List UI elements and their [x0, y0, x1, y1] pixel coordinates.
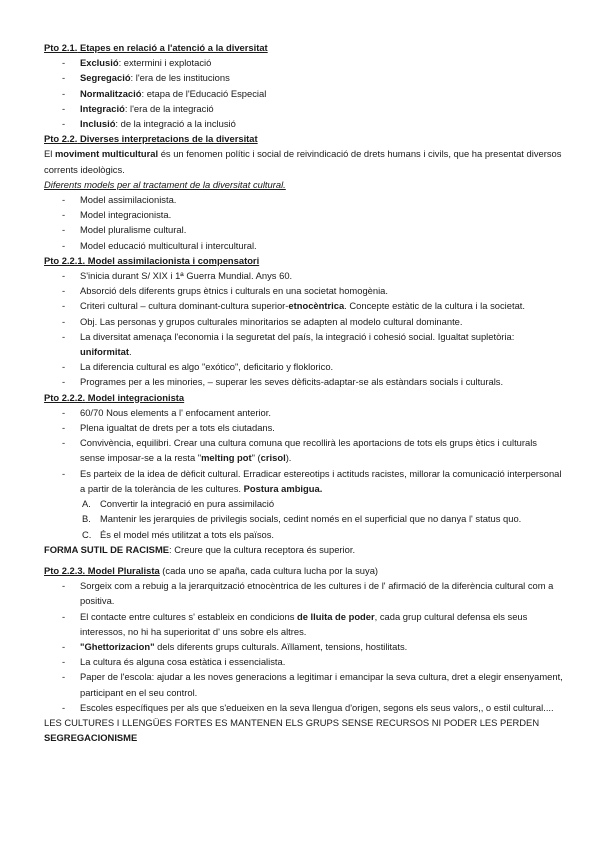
item-term: Segregació	[80, 72, 131, 84]
section-number: Pto 2.2.3.	[44, 564, 86, 576]
section-title-note: (cada uno se apaña, cada cultura lucha por la suya)	[159, 564, 379, 576]
text-run: La diversitat amenaça l'economia i la seguretat del país, la integració i cohesió social. Igualtat supletòria:	[80, 330, 515, 342]
text-run: " (	[251, 452, 261, 464]
caps-bold-statement: SEGREGACIONISME	[44, 732, 138, 744]
bold-run: etnocèntrica	[288, 300, 345, 312]
text-run: Convivència, equilibri. Crear una cultura comuna que recollirà les aportacions de tots els grups ètics i culturals sense imposar-se a la resta "	[80, 437, 537, 464]
text-run: .	[128, 346, 132, 358]
bold-run: Postura ambigua.	[243, 482, 323, 494]
bold-run: "Ghettorizacion"	[80, 640, 155, 652]
bold-run: crisol	[260, 452, 286, 464]
list-item: - Absorció dels diferents grups ètnics i culturals en una societat homogènia.	[44, 283, 564, 298]
racism-note	[44, 542, 564, 557]
list-item: - Programes per a les minories, – superar les seves dèficits-adaptar-se als estàndars socials i culturals.	[44, 374, 564, 389]
document-page	[44, 40, 564, 745]
text-run: Criteri cultural – cultura dominant-cultura superior-	[80, 300, 289, 312]
list-item	[44, 55, 564, 70]
list-marker: C.	[82, 528, 92, 540]
list-item	[44, 116, 564, 131]
section-title: Model integracionista	[85, 391, 185, 403]
bold-run: FORMA SUTIL DE RACISME	[44, 543, 170, 555]
intro-paragraph	[44, 146, 564, 176]
caps-statement: LES CULTURES I LLENGÜES FORTES ES MANTENEN ELS GRUPS SENSE RECURSOS NI PODER LES PERDEN	[44, 716, 540, 728]
text-run: dels diferents grups culturals. Aïllament, tensions, hostilitats.	[154, 640, 408, 652]
item-text: : extermini i explotació	[118, 57, 212, 69]
bold-run: uniformitat	[80, 346, 129, 358]
section-heading-2-2-3	[44, 563, 564, 578]
section-title: Model assimilacionista i compensatori	[85, 254, 260, 266]
item-text: Convertir la integració en pura assimilació	[100, 498, 275, 510]
models-list	[44, 192, 564, 253]
list-item	[44, 527, 564, 542]
pluralist-list	[44, 578, 564, 715]
list-item	[44, 101, 564, 116]
list-item: - Model educació multicultural i intercultural.	[44, 238, 564, 253]
section-title: Diverses interpretacions de la diversitat	[77, 133, 258, 145]
list-item: - Model integracionista.	[44, 207, 564, 222]
item-text: : l'era de les institucions	[130, 72, 230, 84]
section-heading-2-2-1	[44, 253, 564, 268]
text-run: : Creure que la cultura receptora és superior.	[169, 543, 356, 555]
text-run: . Concepte estàtic de la cultura i la societat.	[344, 300, 525, 312]
list-item: - Obj. Las personas y grupos culturales minoritarios se adapten al modelo cultural dominante.	[44, 314, 564, 329]
section-number: Pto 2.2.	[44, 133, 78, 145]
section-title: Etapes en relació a l'atenció a la diversitat	[77, 42, 268, 53]
list-item	[44, 496, 564, 511]
bold-run: de lluita de poder	[297, 610, 375, 622]
assimilation-list	[44, 268, 564, 390]
list-item	[44, 70, 564, 85]
text-run: Es parteix de la idea de dèficit cultural. Erradicar estereotips i actituds racistes, millorar la comunicació interpersonal a partir de la tolerància de les cultures.	[80, 467, 562, 494]
list-item	[44, 609, 564, 639]
item-term: Exclusió	[80, 57, 119, 69]
section-title: Model Pluralista	[85, 564, 160, 576]
list-item: - 60/70 Nous elements a l' enfocament anterior.	[44, 405, 564, 420]
item-text: : de la integració a la inclusió	[115, 118, 236, 130]
list-item: - Escoles específiques per als que s'edueixen en la seva llengua d'origen, segons els seus valors,, o estil cultural....	[44, 700, 564, 715]
list-item	[44, 86, 564, 101]
text-run: és un fenomen polític i social de reivindicació de drets humans i civils, que ha presentat diversos corrents ideològics.	[44, 148, 562, 175]
text-run: , cada grup cultural defensa els seus interessos, no hi ha superioritat d' uns sobre els altres.	[80, 610, 528, 637]
list-item: - Sorgeix com a rebuig a la jerarquització etnocèntrica de les cultures i de l' afirmació de la diferència cultural com a positiva.	[44, 578, 564, 608]
list-marker: A.	[82, 498, 91, 510]
list-marker: B.	[82, 513, 91, 525]
stages-list	[44, 55, 564, 131]
item-term: Inclusió	[80, 118, 116, 130]
bold-run: moviment multicultural	[54, 148, 159, 160]
item-term: Normalització	[80, 87, 142, 99]
section-number: Pto 2.2.2.	[44, 391, 86, 403]
list-item: - La diferencia cultural es algo "exótico", deficitario y floklorico.	[44, 359, 564, 374]
list-item	[44, 329, 564, 359]
list-item: - S'inicia durant S/ XIX i 1ª Guerra Mundial. Anys 60.	[44, 268, 564, 283]
bold-run: melting pot	[201, 452, 252, 464]
text-run: El	[44, 148, 55, 160]
item-term: Integració	[80, 102, 125, 114]
list-item	[44, 435, 564, 465]
integration-sublist	[44, 496, 564, 542]
list-item	[44, 511, 564, 526]
text-run: ).	[285, 452, 292, 464]
text-run: El contacte entre cultures s' estableix en condicions	[80, 610, 298, 622]
list-item: - La cultura és alguna cosa estàtica i essencialista.	[44, 654, 564, 669]
list-item	[44, 466, 564, 496]
models-subheading: Diferents models per al tractament de la diversitat cultural.	[44, 178, 286, 190]
section-heading-2-2-2	[44, 390, 564, 405]
section-number: Pto 2.1.	[44, 42, 78, 53]
list-item	[44, 298, 564, 313]
integration-list	[44, 405, 564, 496]
list-item: - Plena igualtat de drets per a tots els ciutadans.	[44, 420, 564, 435]
list-item	[44, 639, 564, 654]
item-text: És el model més utilitzat a tots els països.	[100, 528, 275, 540]
list-item: - Model pluralisme cultural.	[44, 222, 564, 237]
section-number: Pto 2.2.1.	[44, 254, 86, 266]
item-text: : l'era de la integració	[124, 102, 214, 114]
list-item: - Model assimilacionista.	[44, 192, 564, 207]
section-heading-2-2	[44, 131, 564, 146]
item-text: Mantenir les jerarquies de privilegis socials, cedint només en el superficial que no danya l' status quo.	[100, 513, 522, 525]
section-heading-2-1	[44, 40, 564, 55]
list-item: - Paper de l'escola: ajudar a les noves generacions a legitimar i emancipar la seva cultura, dret a elegir ensenyament, participant en el seu control.	[44, 669, 564, 699]
item-text: : etapa de l'Educació Especial	[141, 87, 267, 99]
